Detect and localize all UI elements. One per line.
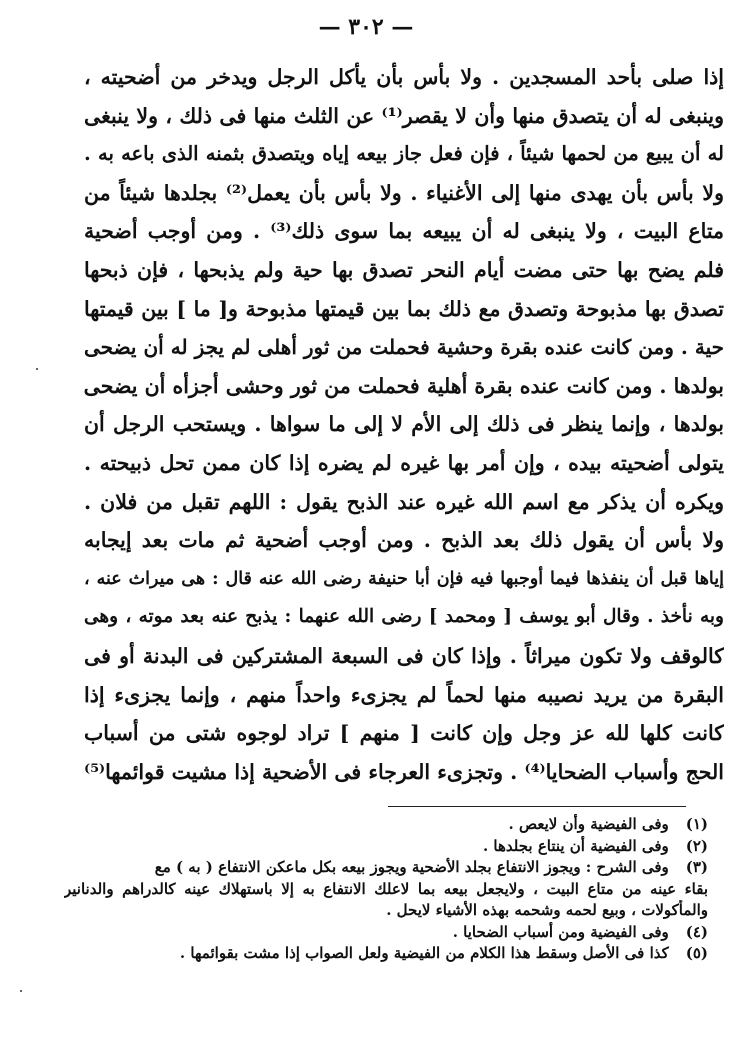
text-line: البقرة من يريد نصيبه منها لحماً لم يجزىء واحداً منهم ، وإنما يجزىء إذا bbox=[84, 682, 724, 707]
footnotes bbox=[64, 814, 708, 965]
footnote bbox=[64, 836, 708, 858]
text-line: له أن يبيع من لحمها شيئاً ، فإن فعل جاز بيعه إياه ويتصدق بثمنه الذى باعه به . bbox=[84, 142, 724, 166]
footnote bbox=[64, 943, 708, 965]
footnote-continuation bbox=[64, 900, 708, 922]
footnote bbox=[64, 857, 708, 879]
scan-speck bbox=[20, 990, 22, 992]
footnote-number: (١) bbox=[685, 815, 708, 833]
text-line: متاع البيت ، ولا ينبغى له أن يبيعه بما سوى ذلك⁽³⁾ . ومن أوجب أضحية bbox=[84, 219, 724, 244]
footnote-text: وفى الفيضية ومن أسباب الضحايا . bbox=[452, 922, 669, 941]
scan-speck bbox=[36, 368, 38, 370]
footnote bbox=[64, 814, 708, 836]
footnote-text: وفى الشرح : ويجوز الانتفاع بجلد الأضحية ويجوز بيعه بكل ماعكن الانتفاع ( به ) مع bbox=[154, 858, 669, 876]
footnote-text: بقاء عينه من متاع البيت ، ولايجعل بيعه بما لاعلك الانتفاع به إلا باستهلاك عينه كالدراهم والدنانير bbox=[64, 879, 708, 898]
text-line: الحج وأسباب الضحايا⁽⁴⁾ . وتجزىء العرجاء فى الأضحية إذا مشيت قوائمها⁽⁵⁾ bbox=[84, 759, 724, 784]
text-line: تصدق بها مذبوحة وتصدق مع ذلك بما بين قيمتها مذبوحة و[ ما ] بين قيمتها bbox=[84, 296, 724, 321]
footnote-number: (٤) bbox=[685, 922, 708, 941]
footnote-number: (٥) bbox=[685, 944, 708, 962]
text-line: ولا بأس أن يقول ذلك بعد الذبح . ومن أوجب أضحية ثم مات بعد إيجابه bbox=[84, 528, 724, 553]
main-text bbox=[84, 58, 724, 791]
footnote-text: وفى الفيضية أن ينتاع بجلدها . bbox=[482, 836, 669, 855]
footnote-text: والمأكولات ، وبيع لحمه وشحمه بهذه الأشياء لايحل . bbox=[386, 901, 708, 919]
text-line: إذا صلى بأحد المسجدين . ولا بأس بأن يأكل الرجل ويدخر من أضحيته ، bbox=[84, 65, 724, 89]
footnote-number: (٣) bbox=[685, 858, 708, 876]
footnote bbox=[64, 922, 708, 944]
text-line: إياها قبل أن ينفذها فيما أوجبها فيه فإن أبا حنيفة رضى الله عنه قال : هى ميراث عنه ، bbox=[84, 568, 724, 589]
footnote-number: (٢) bbox=[685, 836, 708, 855]
text-line: بولدها . ومن كانت عنده بقرة أهلية فحملت من ثور وحشى أجزأه أن يضحى bbox=[84, 373, 724, 398]
text-line: وبه نأخذ . وقال أبو يوسف [ ومحمد ] رضى الله عنهما : يذبح عنه بعد موته ، وهى bbox=[84, 606, 724, 628]
text-line: فلم يضح بها حتى مضت أيام النحر تصدق بها حية ولم يذبحها ، فإن ذبحها bbox=[84, 257, 724, 282]
page-number: — ٣٠٢ — bbox=[318, 14, 414, 40]
text-line: يتولى أضحيته بيده ، وإن أمر بها غيره لم يضره إذا كان ممن تحل ذبيحته . bbox=[84, 450, 724, 475]
text-line: وينبغى له أن يتصدق منها وأن لا يقصر⁽¹⁾ عن الثلث منها فى ذلك ، ولا ينبغى bbox=[84, 103, 724, 128]
text-line: كانت كلها لله عز وجل وإن كانت [ منهم ] تراد لوجوه شتى من أسباب bbox=[84, 721, 724, 746]
footnote-text: وفى الفيضية وأن لايعص . bbox=[508, 815, 669, 833]
text-line: كالوقف ولا تكون ميراثاً . وإذا كان فى السبعة المشتركين فى البدنة أو فى bbox=[84, 643, 724, 668]
footnote-text: كذا فى الأصل وسقط هذا الكلام من الفيضية ولعل الصواب إذا مشت بقوائمها . bbox=[179, 944, 669, 962]
text-line: حية . ومن كانت عنده بقرة وحشية فحملت من ثور أهلى لم يجز له أن يضحى bbox=[84, 335, 724, 360]
footnote-continuation bbox=[64, 879, 708, 901]
text-line: ولا بأس بأن يهدى منها إلى الأغنياء . ولا بأس بأن يعمل⁽²⁾ بجلدها شيئاً من bbox=[84, 180, 724, 205]
text-line: ويكره أن يذكر مع اسم الله غيره عند الذبح يقول : اللهم تقبل من فلان . bbox=[84, 489, 724, 514]
text-line: بولدها ، وإنما ينظر فى ذلك إلى الأم لا إلى ما سواها . ويستحب الرجل أن bbox=[84, 412, 724, 437]
footnote-separator bbox=[388, 806, 686, 807]
